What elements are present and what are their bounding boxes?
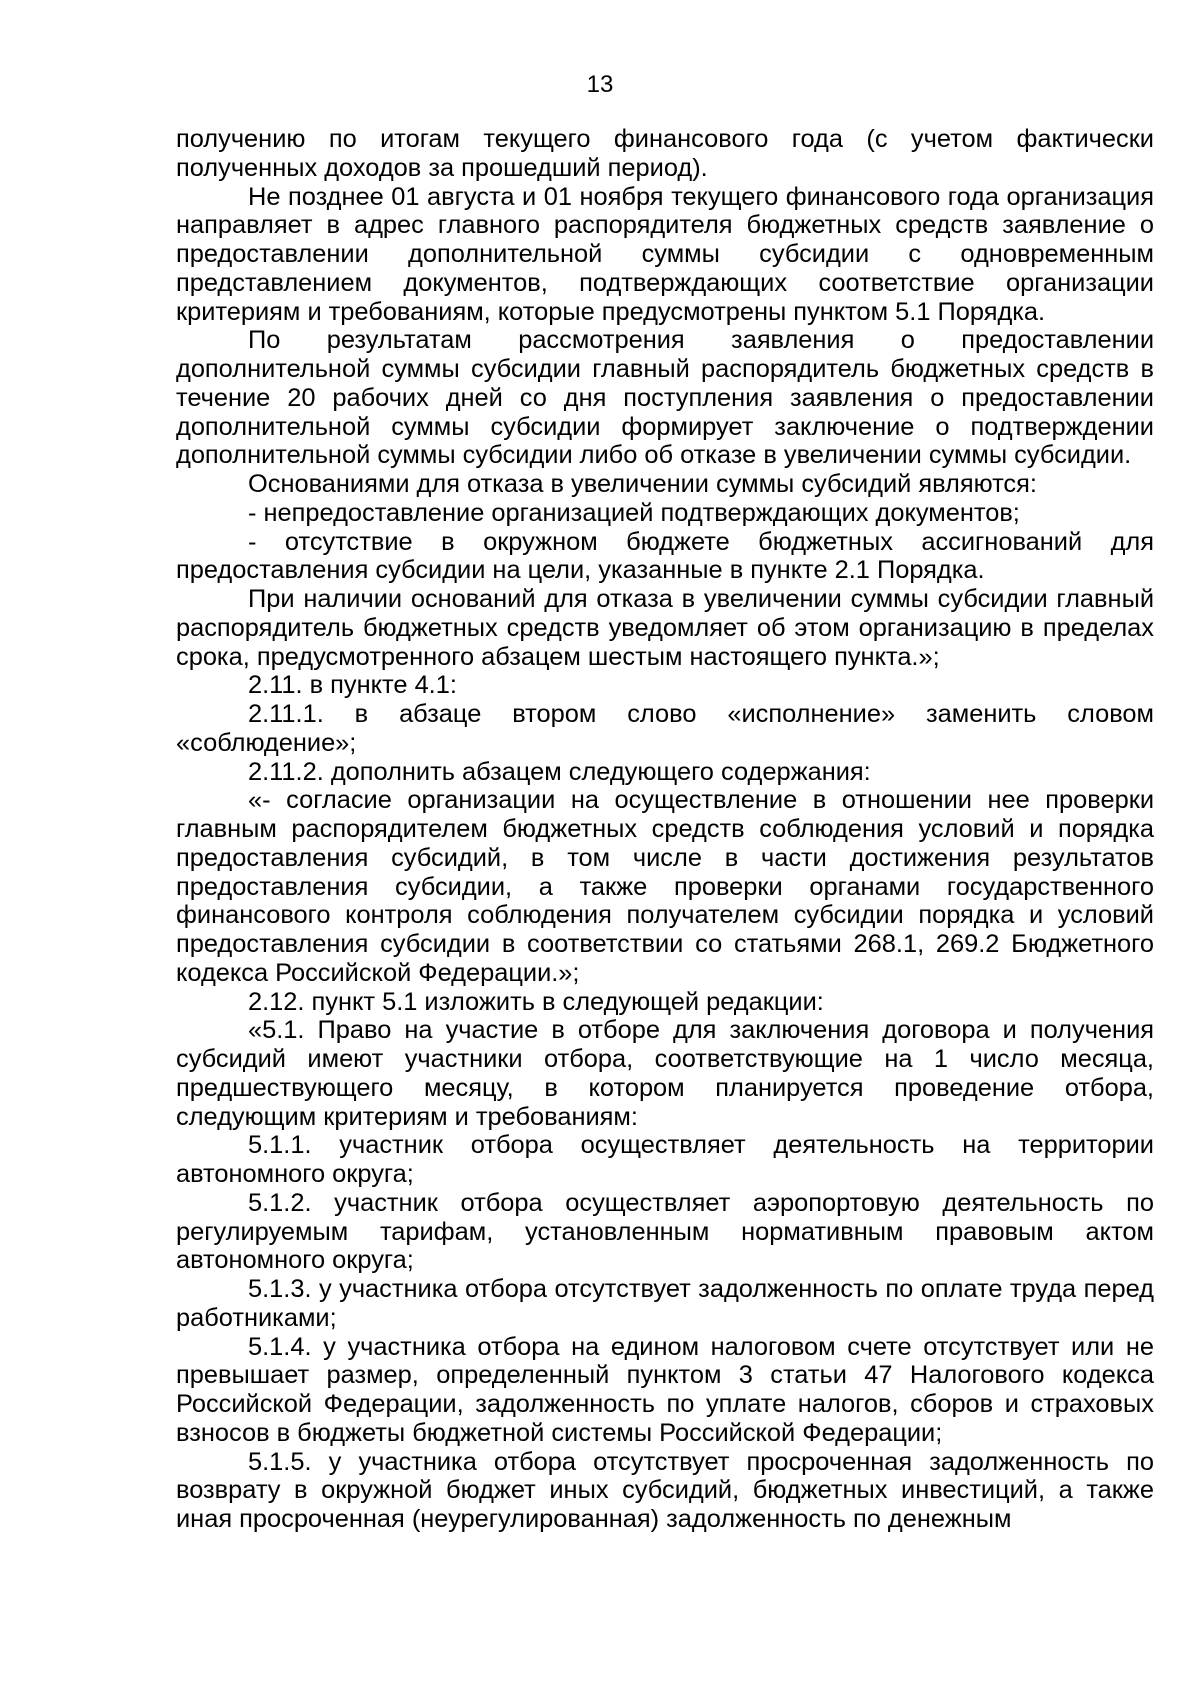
document-body [176, 125, 1154, 1534]
page-number: 13 [586, 71, 614, 98]
paragraph: По результатам рассмотрения заявления о предоставлении дополнительной суммы субсидии главный распорядитель бюджетных средств в течение 20 рабочих дней со дня поступления заявления о предоставлении дополнительной суммы субсидии формирует заключение о подтверждении дополнительной суммы субсидии либо об отказе в увеличении суммы субсидии. [176, 326, 1154, 470]
paragraph: «- согласие организации на осуществление в отношении нее проверки главным распорядителем бюджетных средств соблюдения условий и порядка предоставления субсидий, в том числе в части достижения результатов предоставления субсидии, а также проверки органами государственного финансового контроля соблюдения получателем субсидии порядка и условий предоставления субсидии в соответствии со статьями 268.1, 269.2 Бюджетного кодекса Российской Федерации.»; [176, 786, 1154, 987]
paragraph: «5.1. Право на участие в отборе для заключения договора и получения субсидий имеют участники отбора, соответствующие на 1 число месяца, предшествующего месяцу, в котором планируется проведение отбора, следующим критериям и требованиям: [176, 1016, 1154, 1131]
paragraph: Основаниями для отказа в увеличении суммы субсидий являются: [248, 470, 1037, 498]
paragraph: 5.1.4. у участника отбора на едином налоговом счете отсутствует или не превышает размер, определенный пунктом 3 статьи 47 Налогового кодекса Российской Федерации, задолженность по уплате налогов, сборов и страховых взносов в бюджеты бюджетной системы Российской Федерации; [176, 1332, 1154, 1447]
paragraph: 2.11. в пункте 4.1: [248, 671, 457, 700]
paragraph: 5.1.2. участник отбора осуществляет аэропортовую деятельность по регулируемым тарифам, установленным нормативным правовым актом автономного округа; [176, 1188, 1154, 1275]
paragraph: При наличии оснований для отказа в увеличении суммы субсидии главный распорядитель бюджетных средств уведомляет об этом организацию в пределах срока, предусмотренного абзацем шестым настоящего пункта.»; [176, 585, 1154, 671]
paragraph: получению по итогам текущего финансового года (с учетом фактически полученных доходов за прошедший период). [176, 125, 1154, 182]
paragraph: 5.1.3. у участника отбора отсутствует задолженность по оплате труда перед работниками; [176, 1275, 1154, 1332]
paragraph: - непредоставление организацией подтверждающих документов; [248, 498, 1020, 527]
paragraph: Не позднее 01 августа и 01 ноября текущего финансового года организация направляет в адрес главного распорядителя бюджетных средств заявление о предоставлении дополнительной суммы субсидии с одновременным представлением документов, подтверждающих соответствие организации критериям и требованиям, которые предусмотрены пунктом 5.1 Порядка. [176, 182, 1154, 326]
paragraph: 2.12. пункт 5.1 изложить в следующей редакции: [248, 987, 824, 1016]
paragraph: 2.11.2. дополнить абзацем следующего содержания: [248, 757, 871, 786]
paragraph: 5.1.1. участник отбора осуществляет деятельность на территории автономного округа; [176, 1131, 1154, 1188]
paragraph: - отсутствие в окружном бюджете бюджетных ассигнований для предоставления субсидии на цели, указанные в пункте 2.1 Порядка. [176, 527, 1154, 585]
paragraph: 2.11.1. в абзаце втором слово «исполнение» заменить словом «соблюдение»; [176, 700, 1154, 757]
paragraph: 5.1.5. у участника отбора отсутствует просроченная задолженность по возврату в окружной бюджет иных субсидий, бюджетных инвестиций, а также иная просроченная (неурегулированная) задолженность по денежным [176, 1447, 1154, 1533]
